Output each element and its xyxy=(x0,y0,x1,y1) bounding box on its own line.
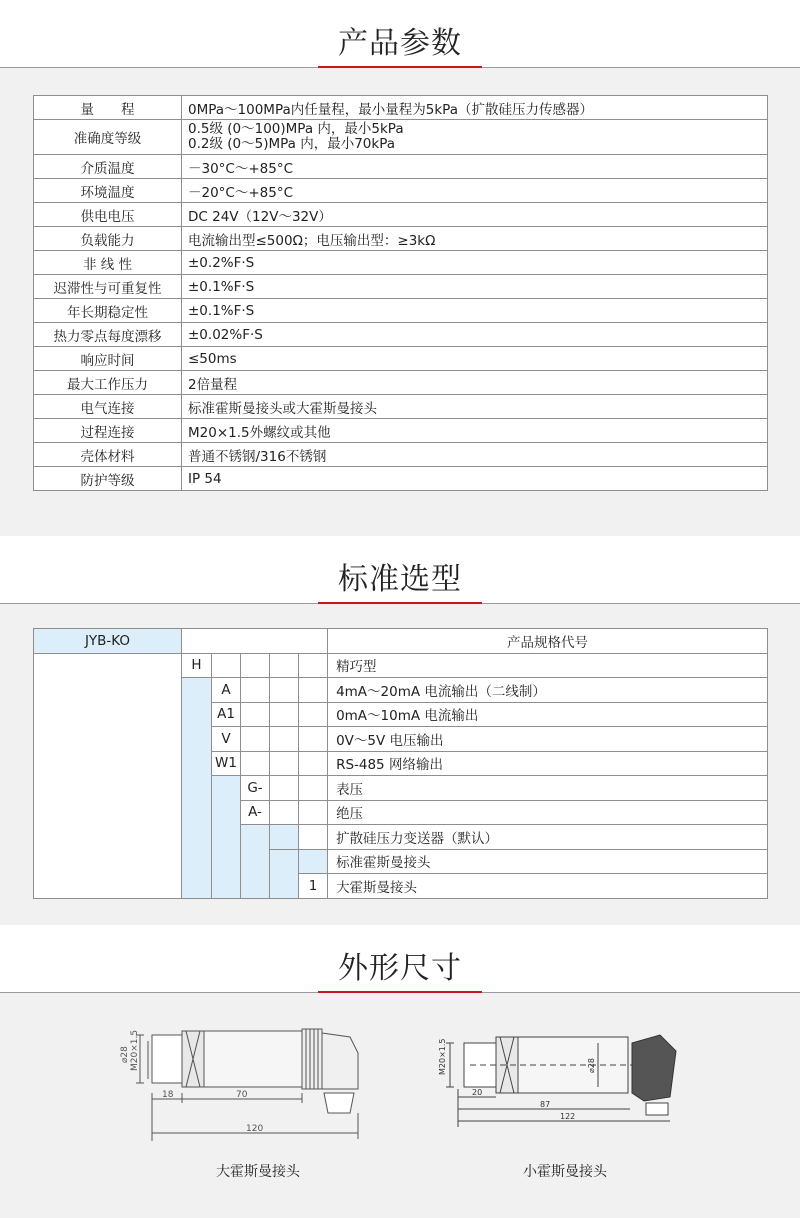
param-row xyxy=(34,275,768,299)
dim-label: 120 xyxy=(246,1124,264,1134)
model-table xyxy=(33,628,768,899)
param-value xyxy=(182,203,768,227)
section-header-dims xyxy=(0,925,800,993)
blue-spacer xyxy=(241,825,270,899)
blank-cell xyxy=(299,776,328,801)
param-row xyxy=(34,299,768,323)
caption-small: 小霍斯曼接头 xyxy=(523,1164,607,1180)
param-value-line: ±0.1%F·S xyxy=(188,302,255,319)
dim-label: ⌀28 xyxy=(587,1058,596,1073)
param-value xyxy=(182,179,768,203)
blank-cell xyxy=(241,678,270,703)
params-table xyxy=(33,95,768,491)
param-row xyxy=(34,179,768,203)
blue-spacer xyxy=(182,678,212,899)
dim-label: 18 xyxy=(162,1090,174,1100)
param-value-line: －20°C～+85°C xyxy=(188,184,294,201)
model-prefix: JYB-KO xyxy=(34,629,182,654)
blank-cell xyxy=(270,727,299,752)
param-row xyxy=(34,227,768,251)
blank-cell xyxy=(299,751,328,776)
param-row xyxy=(34,395,768,419)
prefix-spacer xyxy=(34,653,182,898)
param-row xyxy=(34,96,768,120)
param-key: 过程连接 xyxy=(34,419,182,443)
desc-cell: 0V～5V 电压输出 xyxy=(328,727,768,752)
param-value xyxy=(182,155,768,179)
param-value-line: 标准霍斯曼接头或大霍斯曼接头 xyxy=(188,400,377,417)
param-key: 壳体材料 xyxy=(34,443,182,467)
param-value xyxy=(182,299,768,323)
param-row xyxy=(34,323,768,347)
param-value-line: 电流输出型≤500Ω；电压输出型：≥3kΩ xyxy=(188,232,436,249)
param-row xyxy=(34,120,768,155)
blue-spacer xyxy=(212,776,241,899)
param-key: 环境温度 xyxy=(34,179,182,203)
section-title: 外形尺寸 xyxy=(338,951,462,986)
param-value-line: 0MPa～100MPa内任量程，最小量程为5kPa（扩散硅压力传感器） xyxy=(188,101,593,118)
blank-cell xyxy=(299,825,328,850)
blank-cell xyxy=(299,678,328,703)
dims-panel xyxy=(0,993,800,1218)
param-value xyxy=(182,419,768,443)
desc-cell: 绝压 xyxy=(328,800,768,825)
param-key: 防护等级 xyxy=(34,467,182,491)
blank-cell xyxy=(299,702,328,727)
param-value xyxy=(182,371,768,395)
section-title: 标准选型 xyxy=(338,562,462,597)
param-key: 介质温度 xyxy=(34,155,182,179)
blank-cell xyxy=(270,653,299,678)
params-panel xyxy=(0,68,800,536)
code-cell: 1 xyxy=(299,874,328,899)
param-row xyxy=(34,155,768,179)
param-value xyxy=(182,120,768,155)
param-value-line: 0.2级 (0～5)MPa 内，最小70kPa xyxy=(188,136,396,152)
blank-cell xyxy=(270,678,299,703)
param-row xyxy=(34,419,768,443)
code-cell xyxy=(270,825,299,850)
blank-cell xyxy=(270,776,299,801)
dim-label: M20×1.5 xyxy=(438,1038,447,1075)
param-row xyxy=(34,371,768,395)
param-value-line: 普通不锈钢/316不锈钢 xyxy=(188,448,327,465)
param-key: 供电电压 xyxy=(34,203,182,227)
blank-cell xyxy=(299,653,328,678)
desc-cell: 扩散硅压力变送器（默认） xyxy=(328,825,768,850)
blank-cell xyxy=(270,702,299,727)
param-value-line: IP 54 xyxy=(188,470,222,487)
model-panel xyxy=(0,604,800,925)
param-value-line: －30°C～+85°C xyxy=(188,160,294,177)
code-cell: A- xyxy=(241,800,270,825)
param-value-line: 0.5级 (0～100)MPa 内，最小5kPa xyxy=(188,121,404,137)
param-value-line: ±0.1%F·S xyxy=(188,278,255,295)
param-value xyxy=(182,347,768,371)
param-row xyxy=(34,251,768,275)
dim-label: 20 xyxy=(472,1088,483,1097)
param-row xyxy=(34,467,768,491)
code-cell: W1 xyxy=(212,751,241,776)
blue-spacer xyxy=(270,849,299,898)
blank-cell xyxy=(241,751,270,776)
blank-cell xyxy=(270,800,299,825)
param-key: 迟滞性与可重复性 xyxy=(34,275,182,299)
blank-cell xyxy=(299,727,328,752)
caption-large: 大霍斯曼接头 xyxy=(216,1164,300,1180)
code-cell: V xyxy=(212,727,241,752)
section-header-model xyxy=(0,536,800,604)
param-key: 热力零点每度漂移 xyxy=(34,323,182,347)
param-row xyxy=(34,443,768,467)
section-title: 产品参数 xyxy=(338,26,462,61)
blank-cell xyxy=(241,653,270,678)
param-value xyxy=(182,96,768,120)
param-value-line: DC 24V（12V～32V） xyxy=(188,208,332,225)
code-cell: A xyxy=(212,678,241,703)
param-key: 最大工作压力 xyxy=(34,371,182,395)
header-blank xyxy=(182,629,328,654)
blank-cell xyxy=(212,653,241,678)
param-key: 年长期稳定性 xyxy=(34,299,182,323)
dim-label: 122 xyxy=(560,1112,576,1121)
desc-cell: 4mA～20mA 电流输出（二线制） xyxy=(328,678,768,703)
desc-cell: 表压 xyxy=(328,776,768,801)
blank-cell xyxy=(241,727,270,752)
blank-cell xyxy=(270,751,299,776)
code-cell: H xyxy=(182,653,212,678)
param-key: 准确度等级 xyxy=(34,120,182,155)
param-value xyxy=(182,395,768,419)
desc-cell: 标准霍斯曼接头 xyxy=(328,849,768,874)
param-key: 负载能力 xyxy=(34,227,182,251)
dim-label: 70 xyxy=(236,1090,248,1100)
param-value xyxy=(182,467,768,491)
param-row xyxy=(34,347,768,371)
param-key: 电气连接 xyxy=(34,395,182,419)
model-header: 产品规格代号 xyxy=(328,629,768,654)
param-value xyxy=(182,251,768,275)
param-value xyxy=(182,323,768,347)
param-value xyxy=(182,443,768,467)
param-value-line: ±0.02%F·S xyxy=(188,326,263,343)
param-value xyxy=(182,275,768,299)
param-key: 非 线 性 xyxy=(34,251,182,275)
section-header-params xyxy=(0,0,800,68)
param-key: 响应时间 xyxy=(34,347,182,371)
param-value-line: ±0.2%F·S xyxy=(188,254,255,271)
blank-cell xyxy=(299,800,328,825)
dimension-drawings xyxy=(0,993,800,1216)
desc-cell: 精巧型 xyxy=(328,653,768,678)
dim-label: 87 xyxy=(540,1100,551,1109)
param-value-line: M20×1.5外螺纹或其他 xyxy=(188,424,331,441)
blank-cell xyxy=(241,702,270,727)
desc-cell: 0mA～10mA 电流输出 xyxy=(328,702,768,727)
code-cell: G- xyxy=(241,776,270,801)
param-row xyxy=(34,203,768,227)
code-cell: A1 xyxy=(212,702,241,727)
param-value-line: 2倍量程 xyxy=(188,376,238,393)
code-cell xyxy=(299,849,328,874)
desc-cell: 大霍斯曼接头 xyxy=(328,874,768,899)
param-value xyxy=(182,227,768,251)
dim-label: ⌀28 xyxy=(120,1046,130,1063)
param-value-line: ≤50ms xyxy=(188,350,237,367)
desc-cell: RS-485 网络输出 xyxy=(328,751,768,776)
param-key: 量 程 xyxy=(34,96,182,120)
dim-label: M20×1.5 xyxy=(130,1029,140,1071)
